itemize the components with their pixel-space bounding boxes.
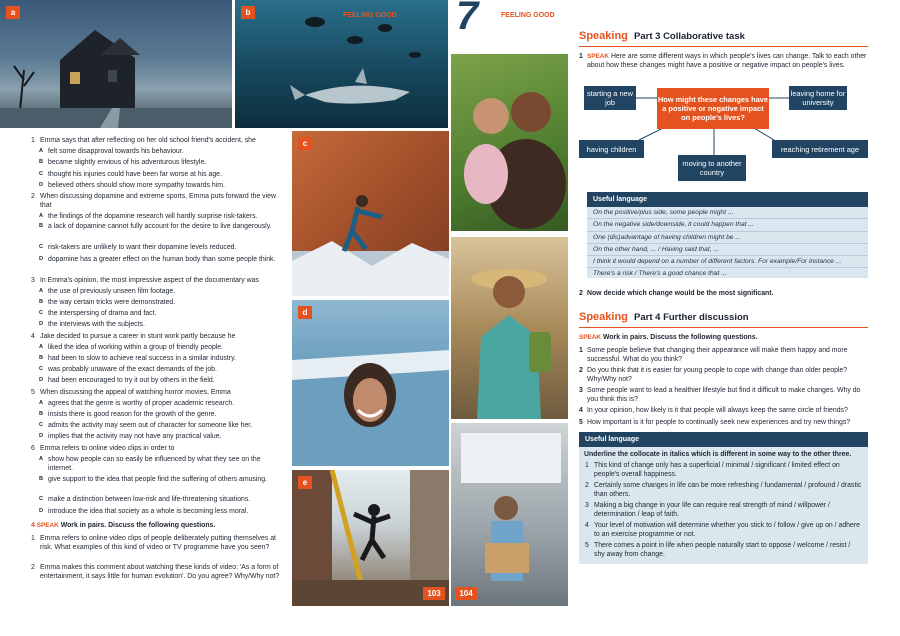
photo-c-climber bbox=[292, 131, 449, 296]
page-number-right: 104 bbox=[455, 587, 477, 600]
part4-question-4: 4 In your opinion, how likely is it that people will always keep the same circle of friends? bbox=[579, 407, 848, 414]
question-3-option-c[interactable]: C the interspersing of drama and fact. bbox=[39, 310, 157, 317]
photo-label-c: c bbox=[298, 137, 312, 150]
useful-phrase: I think it would depend on a number of different factors. For example/For instance ... bbox=[587, 256, 868, 268]
collocation-item-1: 1 This kind of change only has a superficial / minimal / significant / limited effect on people's overall happiness. bbox=[585, 462, 840, 478]
banner-feeling-good-right: FEELING GOOD bbox=[501, 12, 555, 19]
part4-question-2: 2 Do you think that it is easier for young people to cope with change than older people? Why/Why not? bbox=[579, 367, 848, 384]
question-2-option-c[interactable]: C risk-takers are unlikely to want their dopamine levels reduced. bbox=[39, 244, 237, 251]
question-1-option-c[interactable]: C thought his injuries could have been far worse at his age. bbox=[39, 171, 222, 178]
collocation-item-2: 2 Certainly some changes in life can be more refreshing / fundamental / profound / drastic than others. bbox=[585, 482, 862, 498]
photo-label-e: e bbox=[298, 476, 312, 489]
photo-label-d: d bbox=[298, 306, 312, 319]
moving-illustration bbox=[451, 423, 568, 606]
exercise-2-instruction: 2 Now decide which change would be the most significant. bbox=[579, 290, 774, 297]
page-number-left: 103 bbox=[423, 587, 445, 600]
mindmap-center-question: How might these changes have a positive or negative impact on people's lives? bbox=[657, 88, 769, 129]
ice-swimmer-illustration bbox=[292, 300, 449, 466]
exercise-4-item-2: 2 Emma makes this comment about watching these kinds of video: 'As a form of entertainment, it says little for human evolution'. Do you agree? Why/Why not? bbox=[31, 564, 280, 581]
unit-number: 7 bbox=[456, 0, 479, 38]
mindmap-node-retirement: reaching retirement age bbox=[772, 140, 868, 158]
question-4: 4 Jake decided to pursue a career in stunt work partly because he bbox=[31, 333, 236, 340]
photo-car-boxes bbox=[451, 423, 568, 606]
girl-illustration bbox=[451, 237, 568, 419]
useful-phrase: On the other hand, ... / Having said that, ... bbox=[587, 244, 868, 256]
question-3-option-b[interactable]: B the way certain tricks were demonstrated. bbox=[39, 299, 176, 306]
question-5-option-d[interactable]: D implies that the activity may not have any practical value. bbox=[39, 433, 222, 440]
banner-feeling-good-left: FEELING GOOD bbox=[343, 12, 397, 19]
useful-phrase: On the negative side/downside, it could happen that ... bbox=[587, 219, 868, 231]
climber-illustration bbox=[292, 131, 449, 296]
photo-label-a: a bbox=[6, 6, 20, 19]
mindmap-node-leaving-home: leaving home for university bbox=[789, 86, 847, 110]
mindmap-node-new-job: starting a new job bbox=[584, 86, 636, 110]
useful-language-title: Useful language bbox=[587, 192, 868, 207]
question-1-option-a[interactable]: A felt some disapproval towards his behaviour. bbox=[39, 148, 184, 155]
part3-divider bbox=[579, 46, 868, 47]
collocation-instruction: Underline the collocate in italics which is different in some way to the other three. bbox=[584, 451, 852, 458]
question-2: 2 When discussing dopamine and extreme sports, Emma puts forward the view that bbox=[31, 193, 276, 210]
exercise-4-heading: 4 SPEAK Work in pairs. Discuss the following questions. bbox=[31, 522, 216, 529]
collocation-item-3: 3 Making a big change in your life can require real strength of mind / willpower / determination / leap of faith. bbox=[585, 502, 830, 518]
question-6-option-b[interactable]: B give support to the idea that people find the suffering of others amusing. bbox=[39, 476, 267, 483]
question-6: 6 Emma refers to online video clips in order to bbox=[31, 445, 175, 452]
unit-banner bbox=[448, 0, 568, 38]
question-1: 1 Emma says that after reflecting on her old school friend's accident, she bbox=[31, 137, 256, 144]
photo-girl-hat bbox=[451, 237, 568, 419]
photo-b-shark-divers bbox=[235, 0, 448, 128]
photo-a-haunted-house bbox=[0, 0, 232, 128]
question-5: 5 When discussing the appeal of watching horror movies, Emma bbox=[31, 389, 231, 396]
shark-illustration bbox=[235, 0, 448, 128]
question-5-option-c[interactable]: C admits the activity may seem out of character for someone like her. bbox=[39, 422, 253, 429]
question-6-option-d[interactable]: D introduce the idea that society as a whole is becoming less moral. bbox=[39, 508, 249, 515]
question-4-option-c[interactable]: C was probably unaware of the exact demands of the job. bbox=[39, 366, 217, 373]
exercise-4-item-1: 1 Emma refers to online video clips of people deliberately putting themselves at risk. What examples of this kind of video or TV programme have you seen? bbox=[31, 535, 276, 552]
question-4-option-b[interactable]: B had been to slow to achieve real success in a similar industry. bbox=[39, 355, 236, 362]
question-4-option-a[interactable]: A liked the idea of working within a group of friendly people. bbox=[39, 344, 224, 351]
collocation-item-4: 4 Your level of motivation will determine whether you stick to / follow / give up on / adhere to an exercise programme or not. bbox=[585, 522, 860, 538]
photo-label-b: b bbox=[241, 6, 255, 19]
photo-e-stunt-jump bbox=[292, 470, 449, 606]
mindmap-node-having-children: having children bbox=[579, 140, 644, 158]
collocation-item-5: 5 There comes a point in life when people naturally start to oppose / welcome / resist / shy away from change. bbox=[585, 542, 851, 558]
question-4-option-d[interactable]: D had been encouraged to try it out by others in the field. bbox=[39, 377, 215, 384]
useful-language-title: Useful language bbox=[579, 432, 868, 447]
question-6-option-a[interactable]: A show how people can so easily be influenced by what they see on the internet. bbox=[39, 456, 261, 473]
question-3-option-d[interactable]: D the interviews with the subjects. bbox=[39, 321, 145, 328]
part4-question-5: 5 How important is it for people to continually seek new experiences and try new things? bbox=[579, 419, 851, 426]
mindmap-node-another-country: moving to another country bbox=[678, 155, 746, 181]
useful-language-box-2 bbox=[579, 432, 868, 564]
part4-question-1: 1 Some people believe that changing their appearance will make them happy and more successful. What do you think? bbox=[579, 347, 848, 364]
question-2-option-d[interactable]: D dopamine has a greater effect on the human body than some people think. bbox=[39, 256, 276, 263]
exercise-1-instruction: 1 SPEAK Here are some different ways in which people's lives can change. Talk to each other about how these changes might have a positive or negative impact on people's lives. bbox=[579, 53, 867, 70]
family-illustration bbox=[451, 54, 568, 231]
photo-family-kiss bbox=[451, 54, 568, 231]
part3-heading: Speaking Part 3 Collaborative task bbox=[579, 30, 745, 42]
question-1-option-b[interactable]: B became slightly envious of his adventurous lifestyle. bbox=[39, 159, 207, 166]
part4-question-3: 3 Some people want to lead a healthier lifestyle but find it difficult to make changes. Why do you think this is? bbox=[579, 387, 861, 404]
question-5-option-a[interactable]: A agrees that the genre is worthy of proper academic research. bbox=[39, 400, 235, 407]
question-5-option-b[interactable]: B insists there is good reason for the growth of the genre. bbox=[39, 411, 217, 418]
useful-phrase: There's a risk / There's a good chance that ... bbox=[593, 270, 727, 278]
question-6-option-c[interactable]: C make a distinction between low-risk and life-threatening situations. bbox=[39, 496, 251, 503]
question-3-option-a[interactable]: A the use of previously unseen film footage. bbox=[39, 288, 176, 295]
photo-d-ice-swimmer bbox=[292, 300, 449, 466]
useful-phrase: On the positive/plus side, some people might ... bbox=[587, 207, 868, 219]
part4-divider bbox=[579, 327, 868, 328]
stunt-illustration bbox=[292, 470, 449, 606]
part4-instruction: SPEAK Work in pairs. Discuss the following questions. bbox=[579, 334, 758, 341]
house-illustration bbox=[0, 0, 232, 128]
useful-language-box-1 bbox=[587, 192, 868, 278]
useful-phrase: One (dis)advantage of having children might be ... bbox=[587, 232, 868, 244]
question-1-option-d[interactable]: D believed others should show more sympathy towards him. bbox=[39, 182, 225, 189]
question-2-option-a[interactable]: A the findings of the dopamine research will hardly surprise risk-takers. bbox=[39, 213, 258, 220]
speak-badge: SPEAK bbox=[36, 522, 59, 529]
question-3: 3 In Emma's opinion, the most impressive aspect of the documentary was bbox=[31, 277, 259, 284]
part4-heading: Speaking Part 4 Further discussion bbox=[579, 311, 749, 323]
question-2-option-b[interactable]: B a lack of dopamine cannot fully account for the desire to live dangerously. bbox=[39, 223, 272, 230]
